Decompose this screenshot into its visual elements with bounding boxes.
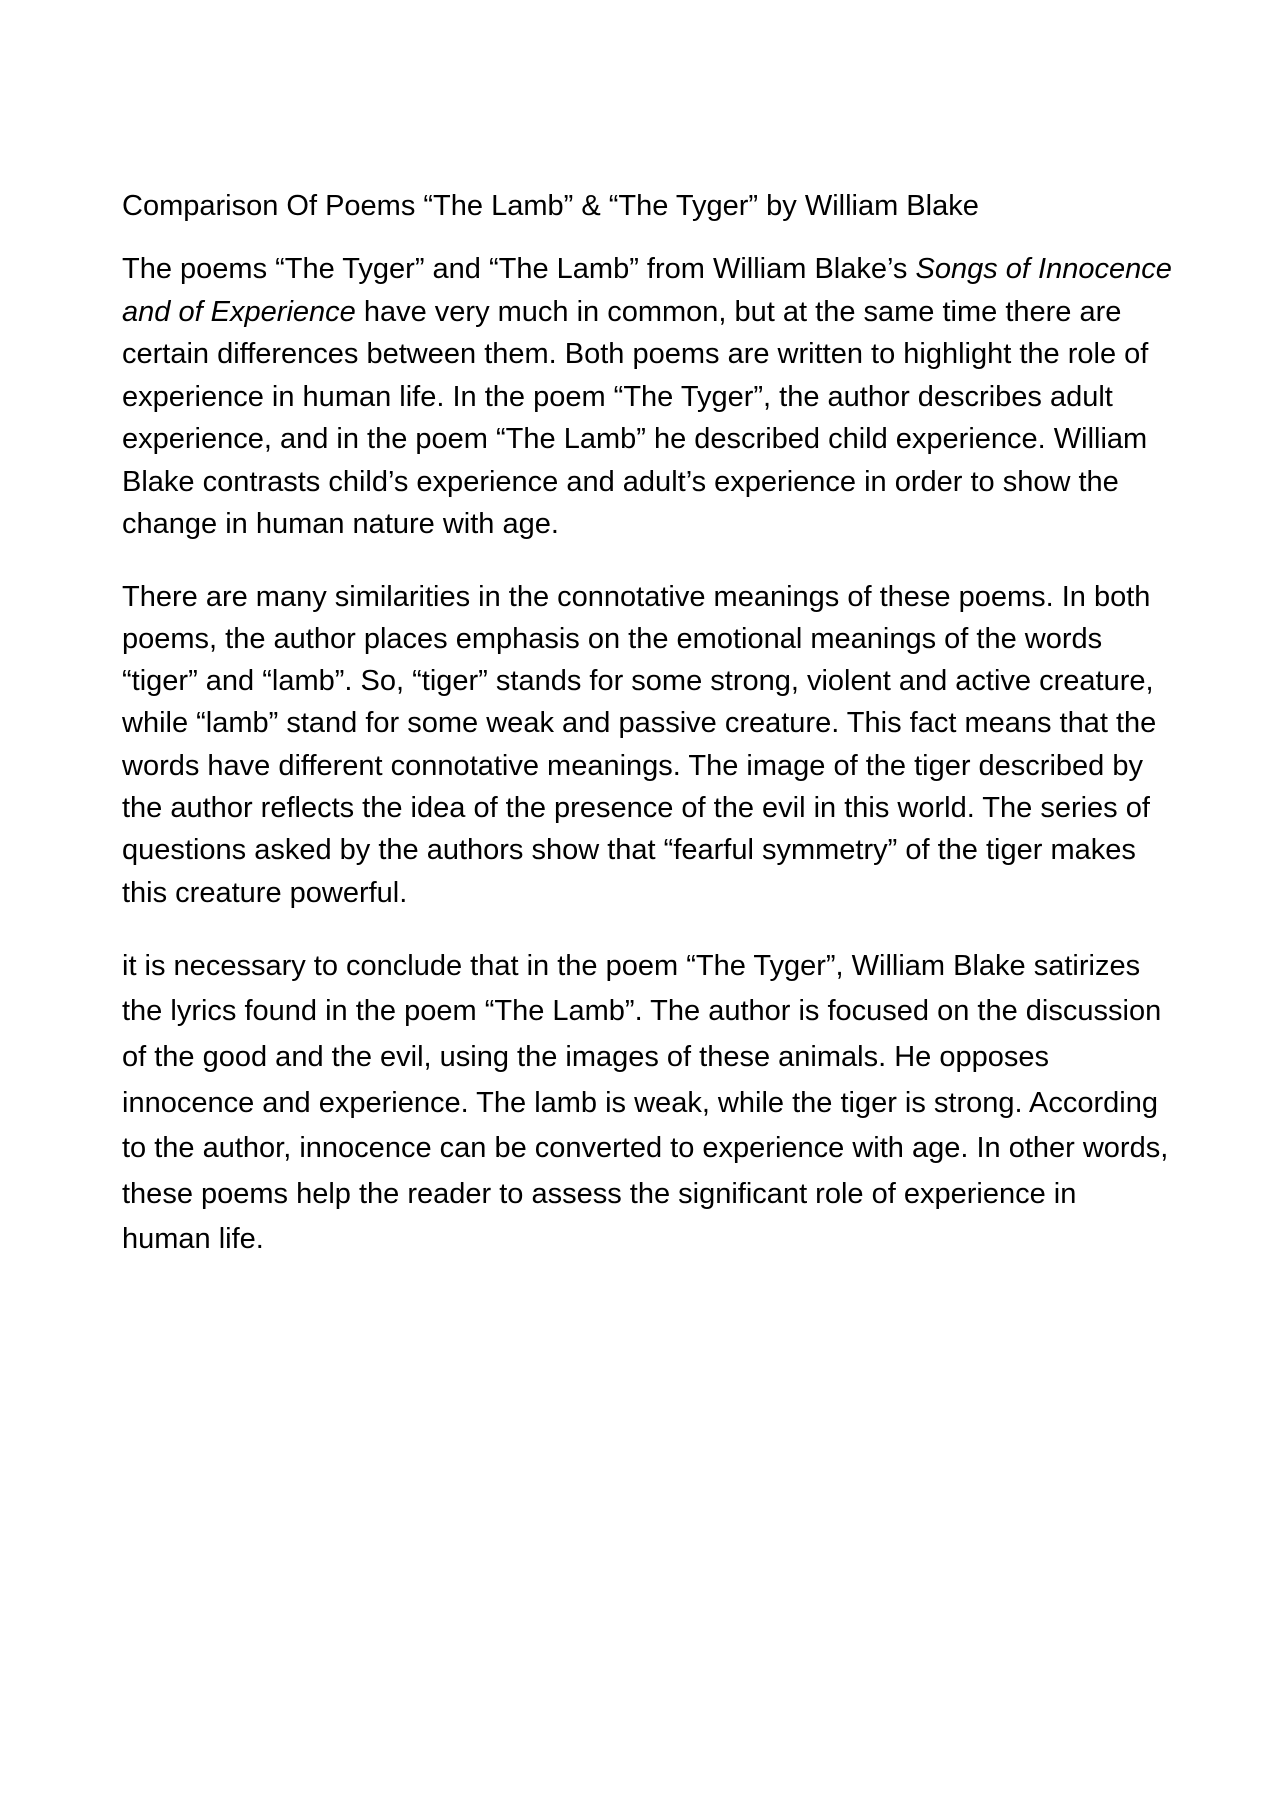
document-body <box>122 186 1172 1263</box>
paragraph-conclusion: it is necessary to conclude that in the poem “The Tyger”, William Blake satirizes the lyrics found in the poem “The Lamb”. The author is focused on the discussion of the good and the evil, using the images of these animals. He opposes innocence and experience. The lamb is weak, while the tiger is strong. According to the author, innocence can be converted to experience with age. In other words, these poems help the reader to assess the significant role of experience in human life. <box>122 949 1169 1256</box>
document-title: Comparison Of Poems “The Lamb” & “The Tyger” by William Blake <box>122 190 979 222</box>
paragraph-similarities: There are many similarities in the connotative meanings of these poems. In both poems, the author places emphasis on the emotional meanings of the words “tiger” and “lamb”. So, “tiger” stands for some strong, violent and active creature, while “lamb” stand for some weak and passive creature. This fact means that the words have different connotative meanings. The image of the tiger described by the author reflects the idea of the presence of the evil in this world. The series of questions asked by the authors show that “fearful symmetry” of the tiger makes this creature powerful. <box>122 580 1157 909</box>
book-title-italic: Songs of Innocence and of Experience <box>122 253 1172 328</box>
paragraph-intro <box>122 248 1172 546</box>
paragraph-intro-text-end: have very much in common, but at the same time there are certain differences between them. Both poems are written to highlight the role of experience in human life. In the poem “The Tyger”, the author describes adult experience, and in the poem “The Lamb” he described child experience. William Blake contrasts child’s experience and adult’s experience in order to show the change in human nature with age. <box>122 295 1149 540</box>
paragraph-intro-text-start: The poems “The Tyger” and “The Lamb” from William Blake’s <box>122 253 916 285</box>
